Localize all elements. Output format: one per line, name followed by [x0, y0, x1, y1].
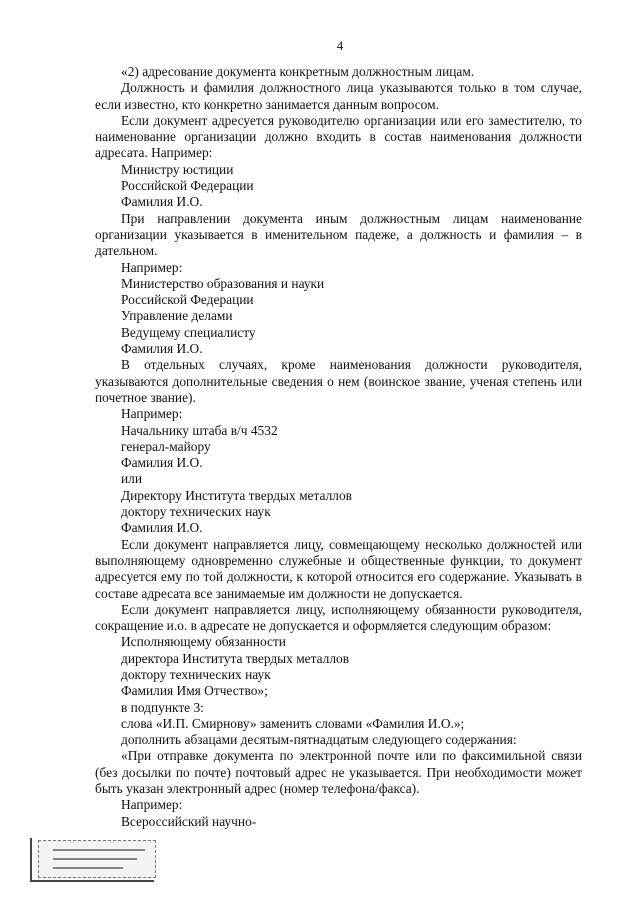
address-line: Начальнику штаба в/ч 4532: [121, 422, 278, 438]
stamp-box: [38, 840, 156, 878]
address-line: директора Института твердых металлов: [121, 650, 350, 666]
address-line: Например:: [121, 259, 183, 275]
address-line: Например:: [121, 406, 183, 422]
stamp-text-line: [53, 849, 145, 851]
address-line: Министерство образования и науки: [121, 275, 325, 291]
body-paragraph: Если документ адресуется руководителю организации или его заместителю, то наименование организации должно входить в состав наименования должности адресата. Например:: [95, 112, 582, 161]
address-line: Российской Федерации: [121, 178, 254, 194]
stamp-text-line: [53, 858, 137, 860]
address-line: Российской Федерации: [121, 292, 254, 308]
body-paragraph: «При отправке документа по электронной почте или по факсимильной связи (без досылки по почте) почтовый адрес не указывается. При необходимости может быть указан электронный адрес (номер телефона/факса).: [95, 748, 582, 797]
address-line: Фамилия И.О.: [121, 455, 203, 471]
body-paragraph: Должность и фамилия должностного лица указываются только в том случае, если известно, кто конкретно занимается данным вопросом.: [95, 80, 582, 112]
address-line: доктору технических наук: [121, 504, 271, 520]
registration-stamp: [30, 838, 154, 882]
address-line: Фамилия И.О.: [121, 194, 203, 210]
address-line: дополнить абзацами десятым-пятнадцатым следующего содержания:: [121, 732, 517, 748]
address-line: Фамилия И.О.: [121, 520, 203, 536]
address-line: Министру юстиции: [121, 161, 234, 177]
address-line: Директору Института твердых металлов: [121, 487, 352, 503]
document-body: [95, 64, 582, 830]
address-line: Исполняющему обязанности: [121, 634, 286, 650]
body-paragraph: Если документ направляется лицу, совмещающему несколько должностей или выполняющему одновременно служебные и общественные функции, то документ адресуется ему по той должности, к которой относится его содержание. Указывать в составе адресата все занимаемые им должности не допускается.: [95, 536, 582, 601]
address-line: генерал-майору: [121, 438, 211, 454]
address-line: Ведущему специалисту: [121, 324, 256, 340]
stamp-text-line: [53, 867, 123, 869]
address-line: в подпункте 3:: [121, 699, 204, 715]
address-line: Всероссийский научно-: [121, 813, 257, 829]
page-number: 4: [336, 38, 344, 53]
address-line: или: [121, 471, 143, 487]
address-line: Управление делами: [121, 308, 233, 324]
body-paragraph: Если документ направляется лицу, исполняющему обязанности руководителя, сокращение и.о. в адресате не допускается и оформляется следующим образом:: [95, 601, 582, 634]
body-paragraph: При направлении документа иным должностным лицам наименование организации указывается в именительном падеже, а должность и фамилия – в дательном.: [95, 210, 582, 259]
address-line: слова «И.П. Смирнову» заменить словами «Фамилия И.О.»;: [121, 715, 465, 731]
address-line: доктору технических наук: [121, 666, 271, 682]
body-paragraph: В отдельных случаях, кроме наименования должности руководителя, указываются дополнительные сведения о нем (воинское звание, ученая степень или почетное звание).: [95, 357, 582, 405]
body-paragraph: «2) адресование документа конкретным должностным лицам.: [121, 64, 475, 79]
address-line: Фамилия Имя Отчество»;: [121, 683, 268, 699]
address-line: Например:: [121, 797, 183, 813]
address-line: Фамилия И.О.: [121, 341, 203, 357]
